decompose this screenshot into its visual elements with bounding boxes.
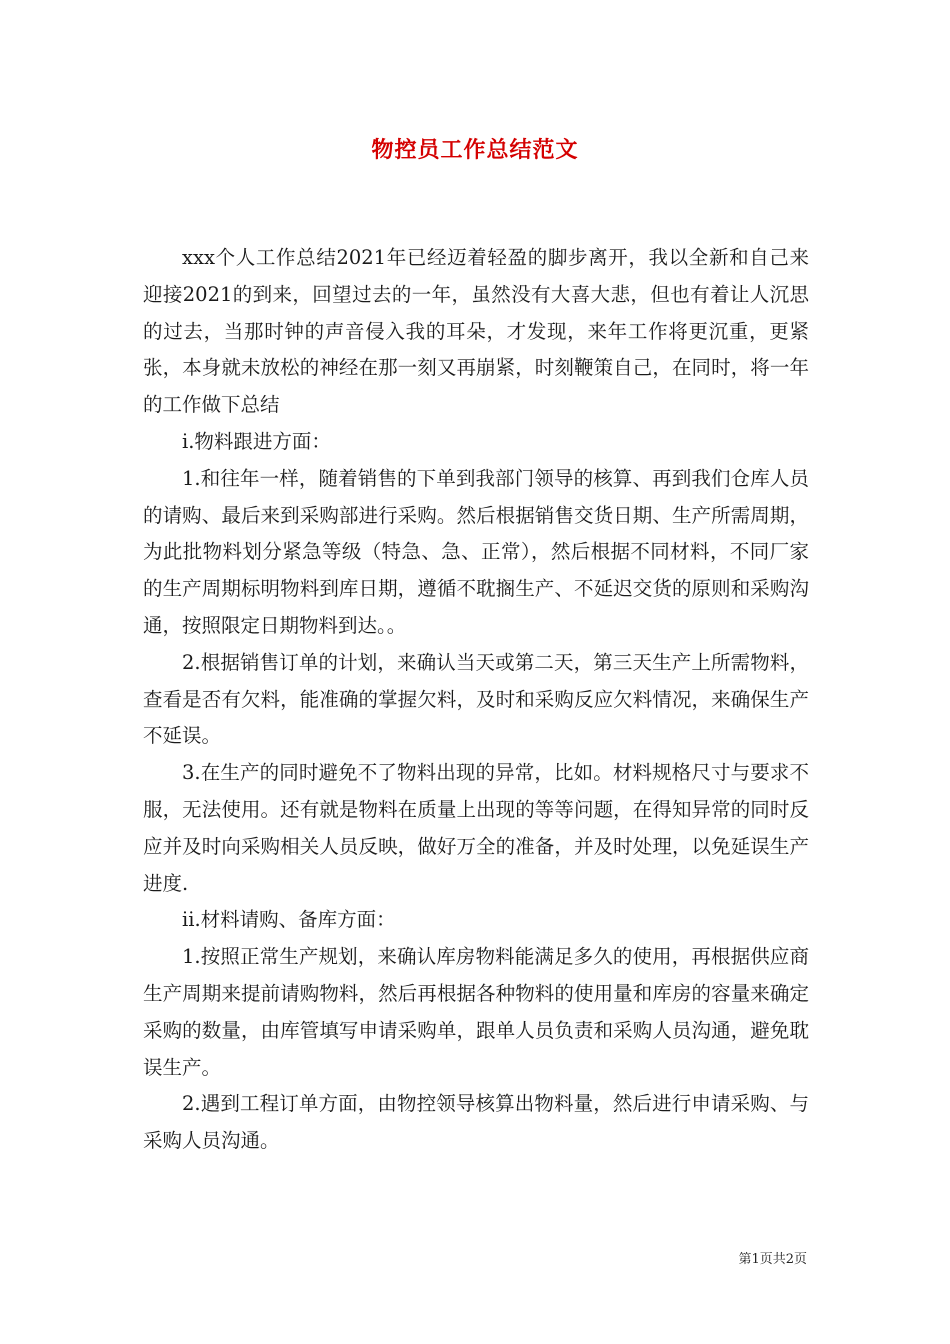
paragraph-followup-3: 3.在生产的同时避免不了物料出现的异常，比如。材料规格尺寸与要求不服，无法使用。还有就是物料在质量上出现的等等问题，在得知异常的同时反应并及时向采购相关人员反映，做好万全的准备，并及时处理，以免延误生产进度.	[143, 761, 809, 895]
document-body	[143, 240, 809, 1160]
section-heading-purchase-stock: ii.材料请购、备库方面：	[182, 908, 396, 932]
document-title: 物控员工作总结范文	[371, 137, 579, 163]
paragraph-purchase-1: 1.按照正常生产规划，来确认库房物料能满足多久的使用，再根据供应商生产周期来提前请购物料，然后再根据各种物料的使用量和库房的容量来确定采购的数量，由库管填写申请采购单，跟单人员负责和采购人员沟通，避免耽误生产。	[143, 945, 809, 1079]
paragraph-intro: xxx个人工作总结2021年已经迈着轻盈的脚步离开，我以全新和自己来迎接2021的到来，回望过去的一年，虽然没有大喜大悲，但也有着让人沉思的过去，当那时钟的声音侵入我的耳朵，才发现，来年工作将更沉重，更紧张，本身就未放松的神经在那一刻又再崩紧，时刻鞭策自己，在同时，将一年的工作做下总结	[143, 246, 809, 417]
paragraph-followup-2: 2.根据销售订单的计划，来确认当天或第二天，第三天生产上所需物料，查看是否有欠料，能准确的掌握欠料，及时和采购反应欠料情况，来确保生产不延误。	[143, 650, 809, 748]
page-number: 第1页共2页	[738, 1252, 807, 1267]
paragraph-followup-1: 1.和往年一样，随着销售的下单到我部门领导的核算、再到我们仓库人员的请购、最后来到采购部进行采购。然后根据销售交货日期、生产所需周期，为此批物料划分紧急等级（特急、急、正常），然后根据不同材料，不同厂家的生产周期标明物料到库日期，遵循不耽搁生产、不延迟交货的原则和采购沟通，按照限定日期物料到达。。	[143, 466, 809, 637]
paragraph-purchase-2: 2.遇到工程订单方面，由物控领导核算出物料量，然后进行申请采购、与采购人员沟通。	[143, 1092, 809, 1153]
section-heading-material-followup: i.物料跟进方面：	[182, 429, 331, 453]
